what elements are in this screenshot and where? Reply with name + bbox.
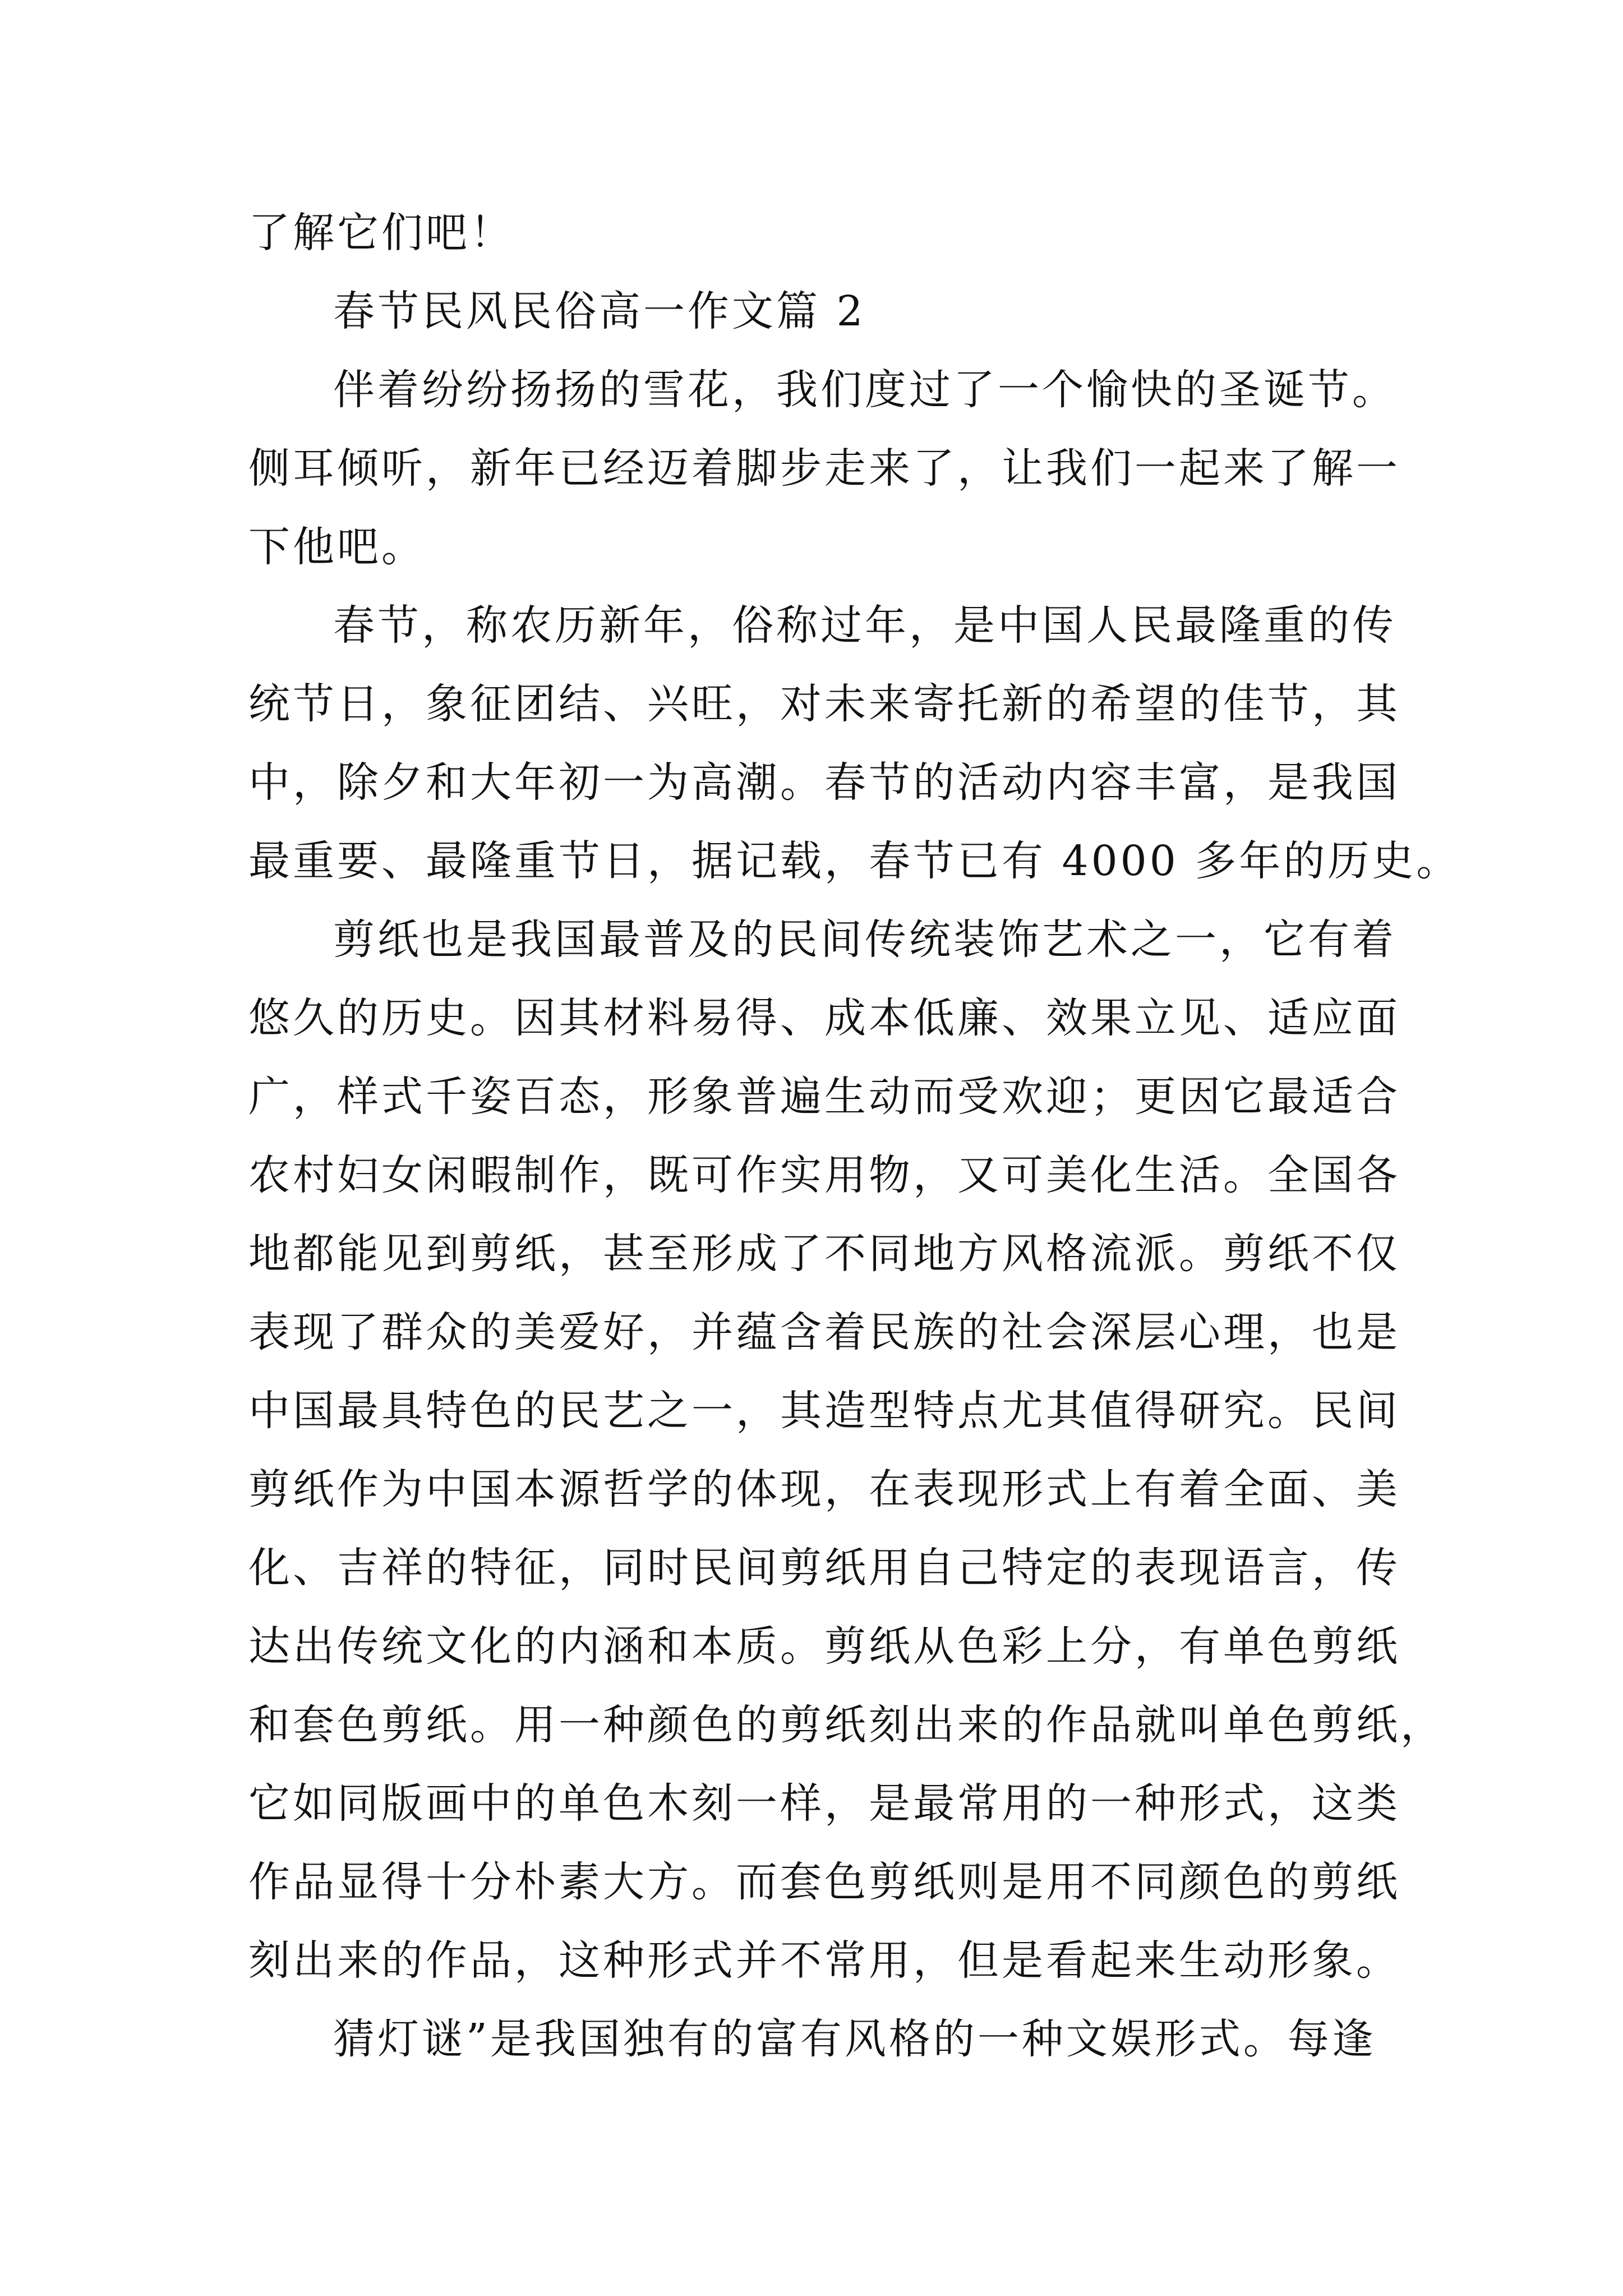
text-line: 最重要、最隆重节日，据记载，春节已有 4000 多年的历史。 xyxy=(248,837,1461,885)
text-line: 广，样式千姿百态，形象普遍生动而受欢迎；更因它最适合 xyxy=(248,1073,1400,1121)
text-line: 侧耳倾听，新年已经迈着脚步走来了，让我们一起来了解一 xyxy=(248,444,1400,493)
text-line: 剪纸作为中国本源哲学的体现，在表现形式上有着全面、美 xyxy=(248,1465,1400,1513)
text-line: 和套色剪纸。用一种颜色的剪纸刻出来的作品就叫单色剪纸， xyxy=(248,1701,1445,1749)
text-line: 中，除夕和大年初一为高潮。春节的活动内容丰富，是我国 xyxy=(248,758,1400,807)
text-line: 春节，称农历新年，俗称过年，是中国人民最隆重的传 xyxy=(333,601,1396,650)
text-line: 伴着纷纷扬扬的雪花，我们度过了一个愉快的圣诞节。 xyxy=(333,366,1396,414)
text-line: 表现了群众的美爱好，并蕴含着民族的社会深层心理，也是 xyxy=(248,1308,1400,1356)
text-line: 地都能见到剪纸，甚至形成了不同地方风格流派。剪纸不仅 xyxy=(248,1230,1400,1278)
text-line: 农村妇女闲暇制作，既可作实用物，又可美化生活。全国各 xyxy=(248,1151,1400,1199)
text-line: 统节日，象征团结、兴旺，对未来寄托新的希望的佳节，其 xyxy=(248,680,1400,728)
text-line: 悠久的历史。因其材料易得、成本低廉、效果立见、适应面 xyxy=(248,994,1400,1042)
text-line: 剪纸也是我国最普及的民间传统装饰艺术之一，它有着 xyxy=(333,915,1396,964)
text-line: 下他吧。 xyxy=(248,523,426,571)
text-line: 它如同版画中的单色木刻一样，是最常用的一种形式，这类 xyxy=(248,1779,1400,1828)
text-line: 化、吉祥的特征，同时民间剪纸用自己特定的表现语言，传 xyxy=(248,1544,1400,1592)
section-heading: 春节民风民俗高一作文篇 2 xyxy=(333,287,866,335)
text-line: 达出传统文化的内涵和本质。剪纸从色彩上分，有单色剪纸 xyxy=(248,1622,1400,1671)
text-line: 刻出来的作品，这种形式并不常用，但是看起来生动形象。 xyxy=(248,1936,1400,1985)
text-line: 中国最具特色的民艺之一，其造型特点尤其值得研究。民间 xyxy=(248,1387,1400,1435)
text-line: 猜灯谜”是我国独有的富有风格的一种文娱形式。每逢 xyxy=(333,2015,1376,2063)
text-line: 作品显得十分朴素大方。而套色剪纸则是用不同颜色的剪纸 xyxy=(248,1858,1400,1906)
text-line: 了解它们吧！ xyxy=(248,209,514,257)
